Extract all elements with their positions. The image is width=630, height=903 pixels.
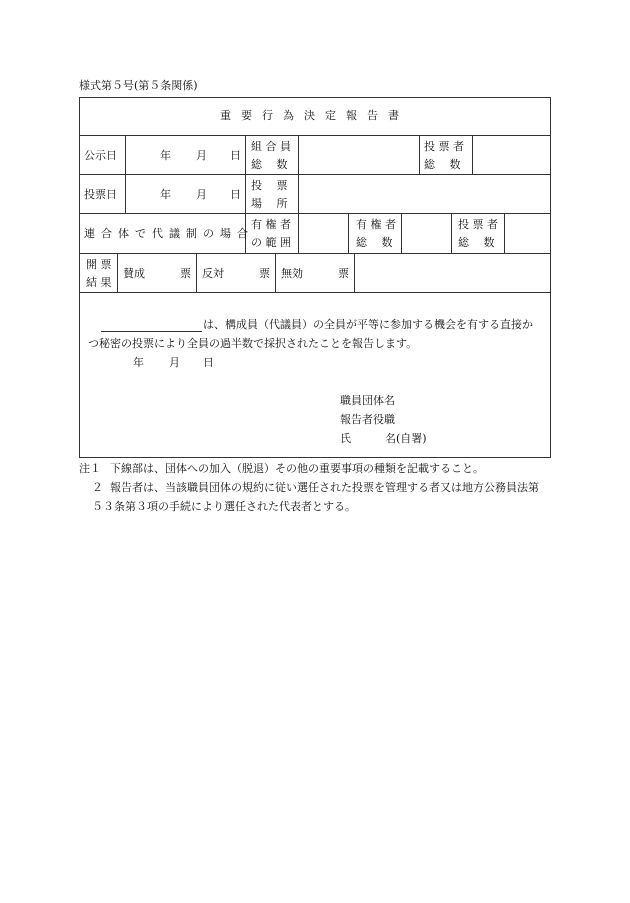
col-divider [125,135,126,174]
day-label: 日 [230,188,241,201]
eligible-scope-label: 有 権 者 [251,218,291,231]
members-total-label: 総 数 [251,158,288,171]
col-divider [245,135,246,174]
col-divider [298,135,299,174]
col-divider [275,253,276,292]
col-divider [196,253,197,292]
month-label: 月 [196,149,207,162]
col-divider [298,213,299,253]
voting-date-label: 投票日 [84,188,117,201]
matter-type-blank[interactable] [101,331,202,332]
note-1-text: 下線部は、団体への加入（脱退）その他の重要事項の種類を記載すること。 [110,462,484,475]
members-total-label: 組 合 員 [251,140,291,153]
organization-name-label: 職員団体名 [340,394,395,407]
col-divider [245,174,246,213]
note-2-text: 報告者は、当該職員団体の規約に従い選任された投票を管理する者又は地方公務員法第 [110,481,539,494]
statement-line-1: は、構成員（代議員）の全員が平等に参加する機会を有する直接か [203,318,533,331]
voters-total-label: 投 票 者 [458,218,498,231]
row-divider [79,292,551,293]
year-label: 年 [160,188,171,201]
col-divider [472,135,473,174]
note-1-number: 注１ [79,462,101,475]
votes-unit: 票 [180,267,191,280]
announcement-date-label: 公示日 [84,149,117,162]
col-divider [117,253,118,292]
eligible-scope-label: の 範 囲 [251,236,291,249]
votes-for-label: 賛成 [123,267,145,280]
form-number: 様式第５号(第５条関係) [79,79,198,92]
row-divider [79,253,551,254]
eligible-total-label: 総 数 [356,236,393,249]
row-divider [79,213,551,214]
note-2-text-continued: ５３条第３項の手続により選任された代表者とする。 [92,500,356,513]
members-total-field[interactable] [300,137,417,172]
name-label: 氏 [340,432,351,445]
day-label: 日 [230,149,241,162]
row-divider [79,135,551,136]
report-date-year: 年 [133,356,144,369]
count-result-label: 結 果 [86,276,112,289]
report-date-month: 月 [169,356,180,369]
votes-unit: 票 [259,267,270,280]
voters-total-label: 総 数 [458,236,495,249]
report-date-day: 日 [203,356,214,369]
form-title: 重要行為決定報告書 [220,109,409,122]
col-divider [401,213,402,253]
col-divider [354,253,355,292]
voters-total-label: 総 数 [424,158,461,171]
votes-unit: 票 [338,267,349,280]
reporter-title-label: 報告者役職 [340,413,395,426]
name-signature-label: 名(自署) [385,432,427,445]
col-divider [298,174,299,213]
statement-line-2: つ秘密の投票により全員の過半数で採択されたことを報告します。 [88,337,418,350]
col-divider [348,213,349,253]
col-divider [504,213,505,253]
row-divider [79,174,551,175]
month-label: 月 [196,188,207,201]
voting-place-label: 投 票 [251,179,288,192]
col-divider [419,135,420,174]
year-label: 年 [160,149,171,162]
votes-invalid-label: 無効 [281,267,303,280]
federation-representative-label: 連合体で代議制の場合 [84,227,254,240]
eligible-total-label: 有 権 者 [356,218,396,231]
voting-place-label: 場 所 [251,197,288,210]
voters-total-label: 投 票 者 [424,140,464,153]
col-divider [451,213,452,253]
count-result-label: 開 票 [86,258,112,271]
votes-against-label: 反対 [202,267,224,280]
col-divider [125,174,126,213]
note-2-number: ２ [92,481,103,494]
